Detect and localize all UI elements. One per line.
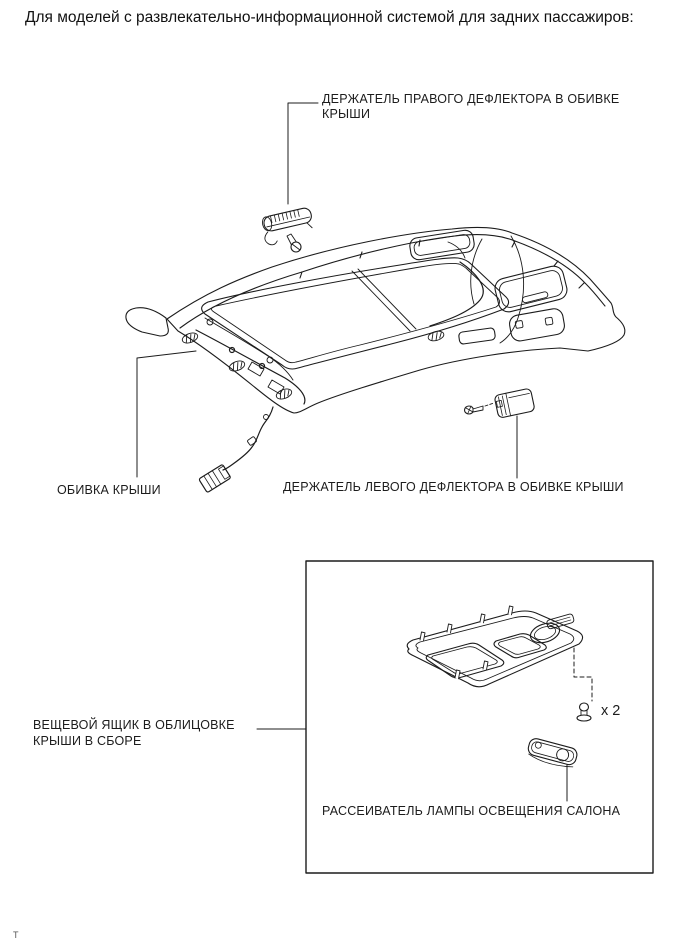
right-deflector-holder-part [260, 207, 316, 252]
left-deflector-holder-part [465, 388, 536, 418]
callout-roof-headliner: ОБИВКА КРЫШИ [57, 483, 161, 497]
footer-mark: T [13, 930, 19, 940]
screw-icon [287, 234, 301, 252]
lamp-lens-part [526, 737, 579, 770]
screw-icon [465, 403, 495, 414]
wiring-harness [196, 242, 483, 404]
screw-quantity-label: x 2 [601, 703, 621, 719]
callout-roof-console-box: ВЕЩЕВОЙ ЯЩИК В ОБЛИЦОВКЕ КРЫШИ В СБОРЕ [33, 718, 235, 748]
roof-headliner-drawing [126, 227, 625, 492]
callout-right-deflector-holder: ДЕРЖАТЕЛЬ ПРАВОГО ДЕФЛЕКТОРА В ОБИВКЕ КРЫШИ [322, 92, 620, 121]
intro-text: Для моделей с развлекательно-информационной системой для задних пассажиров: [25, 9, 634, 26]
callout-left-deflector-holder: ДЕРЖАТЕЛЬ ЛЕВОГО ДЕФЛЕКТОРА В ОБИВКЕ КРЫШИ [283, 480, 624, 494]
harness-connector [199, 407, 273, 493]
leader-lines [137, 103, 592, 801]
roof-console-box-part [407, 606, 582, 687]
screw-x2-icon [577, 703, 591, 721]
callout-lamp-lens: РАССЕИВАТЕЛЬ ЛАМПЫ ОСВЕЩЕНИЯ САЛОНА [322, 804, 621, 818]
